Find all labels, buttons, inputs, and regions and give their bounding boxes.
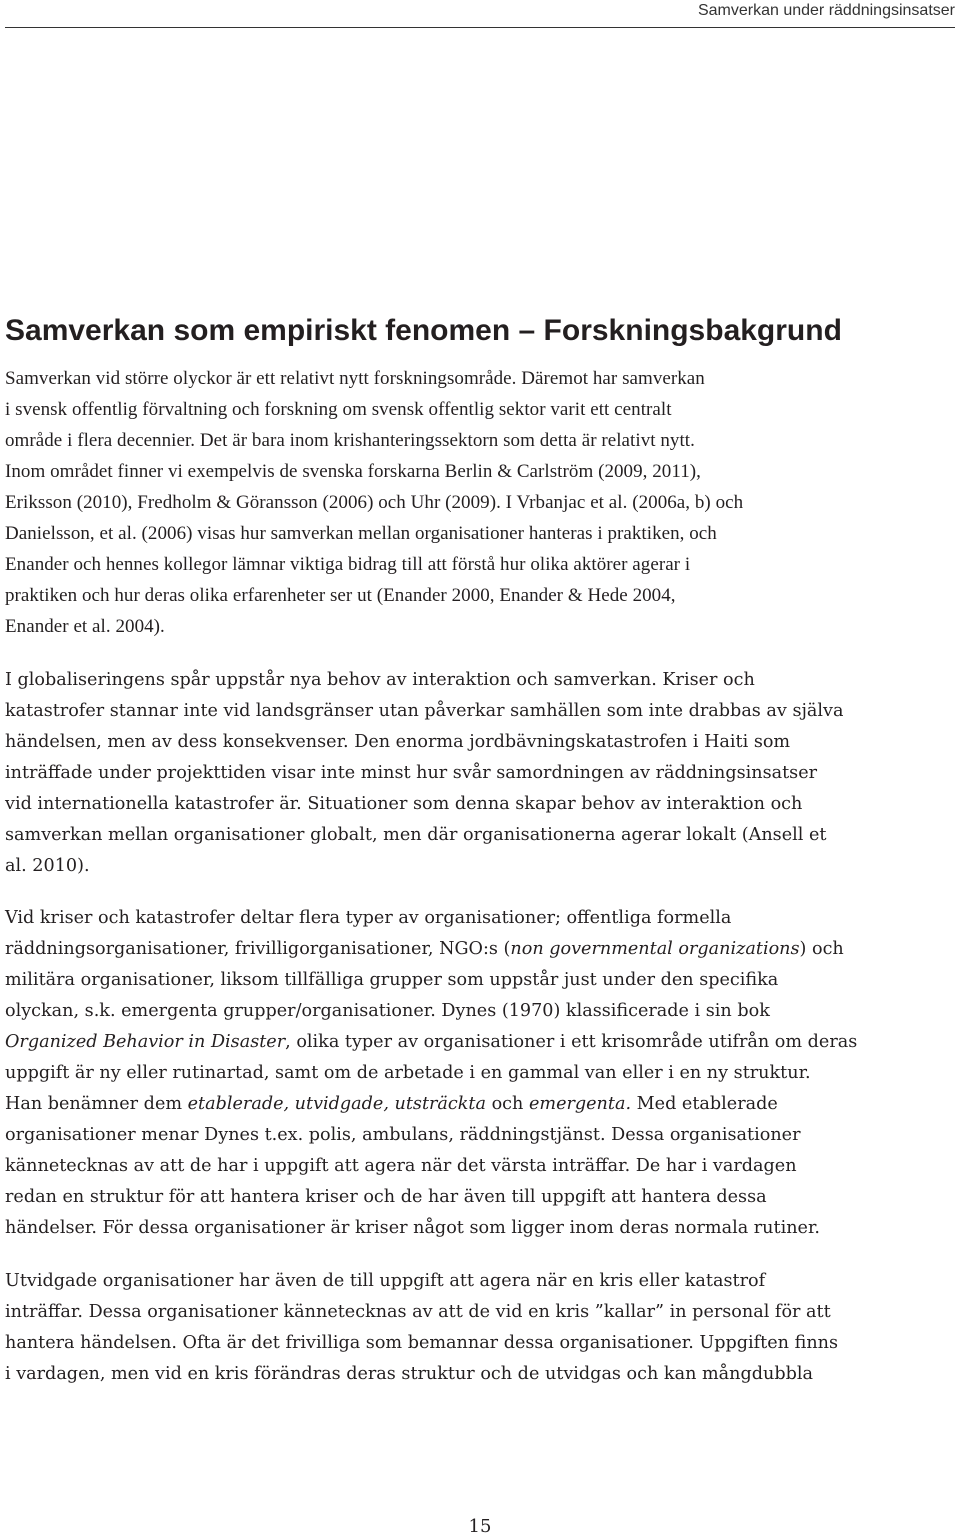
paragraph-1 — [5, 363, 955, 642]
section-heading: Samverkan som empiriskt fenomen – Forskningsbakgrund — [5, 314, 842, 347]
text-run: Han benämner dem — [5, 1094, 188, 1114]
text-line: Samverkan vid större olyckor är ett relativt nytt forskningsområde. Däremot har samverkan — [5, 368, 705, 389]
text-line: inträffade under projekttiden visar inte minst hur svår samordningen av räddningsinsatser — [5, 763, 818, 783]
paragraph-4 — [5, 1266, 955, 1390]
text-line: Eriksson (2010), Fredholm & Göransson (2006) och Uhr (2009). I Vrbanjac et al. (2006a, b) och — [5, 492, 744, 513]
page-number: 15 — [468, 1516, 492, 1537]
text-line: Enander och hennes kollegor lämnar viktiga bidrag till att förstå hur olika aktörer agerar i — [5, 554, 691, 575]
text-run: och — [486, 1094, 529, 1114]
text-line — [5, 1089, 955, 1120]
text-line: område i flera decennier. Det är bara inom krishanteringssektorn som detta är relativt nytt. — [5, 430, 695, 451]
running-header: Samverkan under räddningsinsatser — [697, 2, 955, 19]
text-line: i vardagen, men vid en kris förändras deras struktur och de utvidgas och kan mångdubbla — [5, 1364, 813, 1384]
text-line: al. 2010). — [5, 856, 90, 876]
text-run: Med etablerade — [631, 1094, 778, 1114]
text-line: redan en struktur för att hantera kriser och de har även till uppgift att hantera dessa — [5, 1187, 767, 1207]
text-line: händelser. För dessa organisationer är kriser något som ligger inom deras normala rutiner. — [5, 1218, 821, 1238]
text-line: hantera händelsen. Ofta är det frivilliga som bemannar dessa organisationer. Uppgiften finns — [5, 1333, 839, 1353]
italic-term: emergenta. — [528, 1094, 632, 1114]
paragraph-2 — [5, 665, 955, 882]
text-line: Danielsson, et al. (2006) visas hur samverkan mellan organisationer hanteras i praktiken, och — [5, 523, 717, 544]
text-line: inträffar. Dessa organisationer kännetecknas av att de vid en kris ”kallar” in personal för att — [5, 1302, 831, 1322]
text-line: händelsen, men av dess konsekvenser. Den enorma jordbävningskatastrofen i Haiti som — [5, 732, 791, 752]
text-line: Vid kriser och katastrofer deltar flera typer av organisationer; offentliga formella — [5, 908, 732, 928]
text-run: ) och — [799, 939, 844, 959]
text-line: Enander et al. 2004). — [5, 616, 165, 637]
header-rule — [5, 27, 955, 28]
book-title: Organized Behavior in Disaster — [5, 1032, 286, 1052]
text-line: Utvidgade organisationer har även de till uppgift att agera när en kris eller katastrof — [5, 1271, 766, 1291]
text-line: organisationer menar Dynes t.ex. polis, ambulans, räddningstjänst. Dessa organisationer — [5, 1125, 801, 1145]
text-line: i svensk offentlig förvaltning och forskning om svensk offentlig sektor varit ett centralt — [5, 399, 672, 420]
text-line: katastrofer stannar inte vid landsgränser utan påverkar samhällen som inte drabbas av själva — [5, 701, 844, 721]
italic-term: non governmental organizations — [510, 939, 800, 959]
text-line: kännetecknas av att de har i uppgift att agera när det värsta inträffar. De har i vardagen — [5, 1156, 797, 1176]
text-line: militära organisationer, liksom tillfälliga grupper som uppstår just under den specifika — [5, 970, 779, 990]
text-line: samverkan mellan organisationer globalt, men där organisationerna agerar lokalt (Ansell et — [5, 825, 827, 845]
text-line: praktiken och hur deras olika erfarenheter ser ut (Enander 2000, Enander & Hede 2004, — [5, 585, 676, 606]
text-line: vid internationella katastrofer är. Situationer som denna skapar behov av interaktion och — [5, 794, 803, 814]
text-line: olyckan, s.k. emergenta grupper/organisationer. Dynes (1970) klassificerade i sin bok — [5, 1001, 770, 1021]
text-line — [5, 934, 955, 965]
text-line — [5, 1027, 955, 1058]
text-line: Inom området finner vi exempelvis de svenska forskarna Berlin & Carlström (2009, 2011), — [5, 461, 701, 482]
paragraph-3 — [5, 903, 955, 1244]
text-run: räddningsorganisationer, frivilligorganisationer, NGO:s ( — [5, 939, 511, 959]
text-line: uppgift är ny eller rutinartad, samt om de arbetade i en gammal van eller i en ny struktur. — [5, 1063, 811, 1083]
italic-term: etablerade, utvidgade, utsträckta — [187, 1094, 486, 1114]
text-line: I globaliseringens spår uppstår nya behov av interaktion och samverkan. Kriser och — [5, 670, 755, 690]
text-run: , olika typer av organisationer i ett krisområde utifrån om deras — [285, 1032, 858, 1052]
